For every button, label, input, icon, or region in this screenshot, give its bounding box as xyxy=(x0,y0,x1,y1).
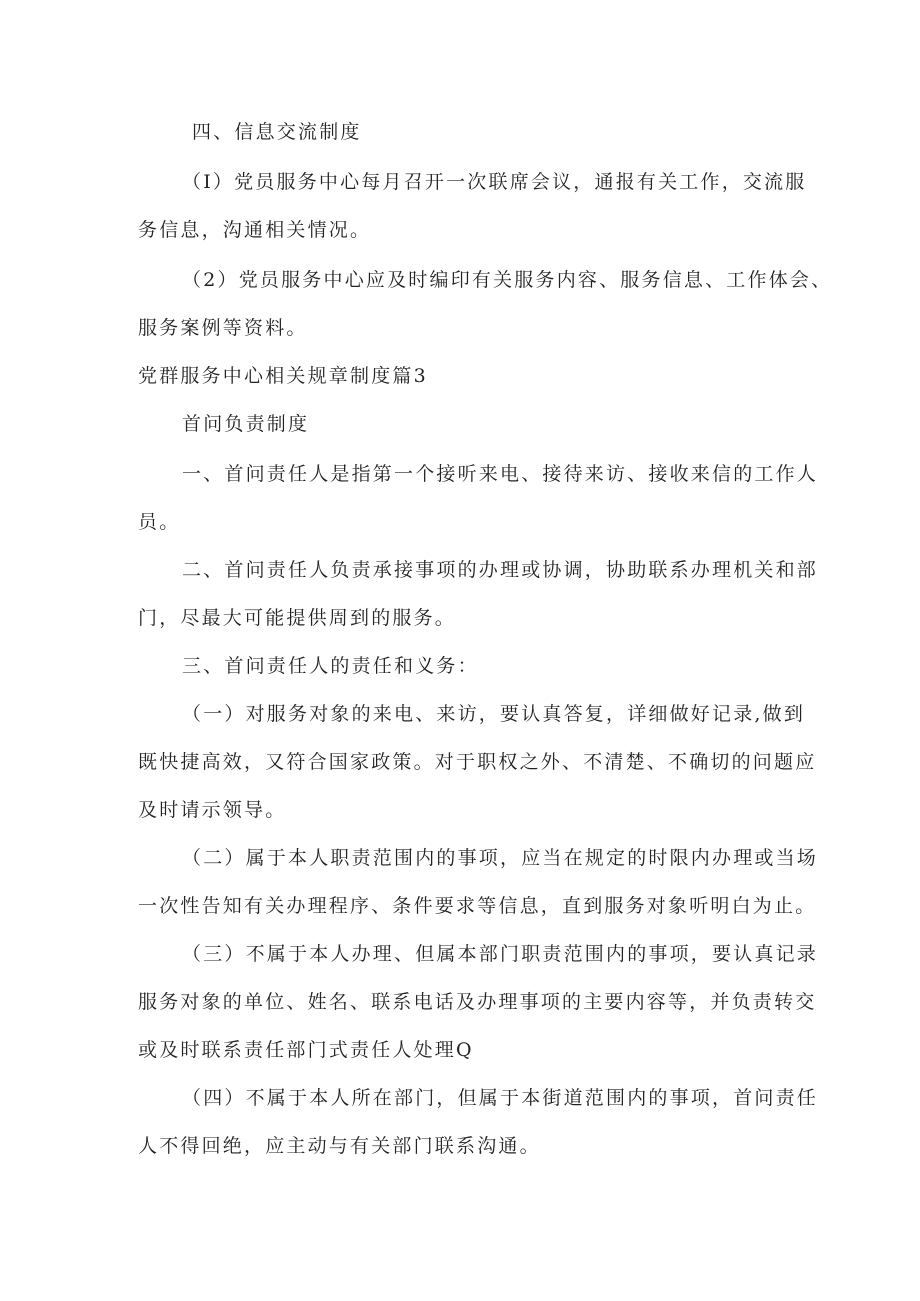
paragraph-line: （I）党员服务中心每月召开一次联席会议，通报有关工作，交流服 xyxy=(182,171,807,193)
paragraph-line: 一、首问责任人是指第一个接听来电、接待来访、接收来信的工作人 xyxy=(182,463,819,485)
paragraph-line: （三）不属于本人办理、但属本部门职责范围内的事项，要认真记录 xyxy=(182,943,819,965)
paragraph-line: （2）党员服务中心应及时编印有关服务内容、服务信息、工作体会、 xyxy=(182,269,833,291)
paragraph-line: 服务案例等资料。 xyxy=(138,317,308,339)
paragraph-line: 既快捷高效，又符合国家政策。对于职权之外、不清楚、不确切的问题应 xyxy=(138,751,817,773)
paragraph-line: 及时请示领导。 xyxy=(138,799,287,821)
paragraph-line: 员。 xyxy=(138,511,181,533)
paragraph-line: 二、首问责任人负责承接事项的办理或协调，协助联系办理机关和部 xyxy=(182,559,819,581)
paragraph-line: 门，尽最大可能提供周到的服务。 xyxy=(138,607,457,629)
paragraph-line: （四）不属于本人所在部门，但属于本街道范围内的事项，首问责任 xyxy=(182,1087,819,1109)
paragraph-line: 务信息，沟通相关情况。 xyxy=(138,219,372,241)
paragraph-line: 服务对象的单位、姓名、联系电话及办理事项的主要内容等，并负责转交 xyxy=(138,991,817,1013)
paragraph-line: （二）属于本人职责范围内的事项，应当在规定的时限内办理或当场 xyxy=(182,847,819,869)
article-subtitle: 首问负责制度 xyxy=(182,413,310,435)
paragraph-line: 或及时联系责任部门式责任人处理Q xyxy=(138,1039,474,1061)
paragraph-line: （一）对服务对象的来电、来访，要认真答复，详细做好记录,做到 xyxy=(182,703,806,725)
paragraph-line: 一次性告知有关办理程序、条件要求等信息，直到服务对象听明白为止。 xyxy=(138,895,817,917)
section-heading: 四、信息交流制度 xyxy=(192,121,362,143)
article-title: 党群服务中心相关规章制度篇3 xyxy=(138,365,428,387)
paragraph-line: 人不得回绝，应主动与有关部门联系沟通。 xyxy=(138,1135,541,1157)
section-heading: 三、首问责任人的责任和义务： xyxy=(182,655,479,677)
